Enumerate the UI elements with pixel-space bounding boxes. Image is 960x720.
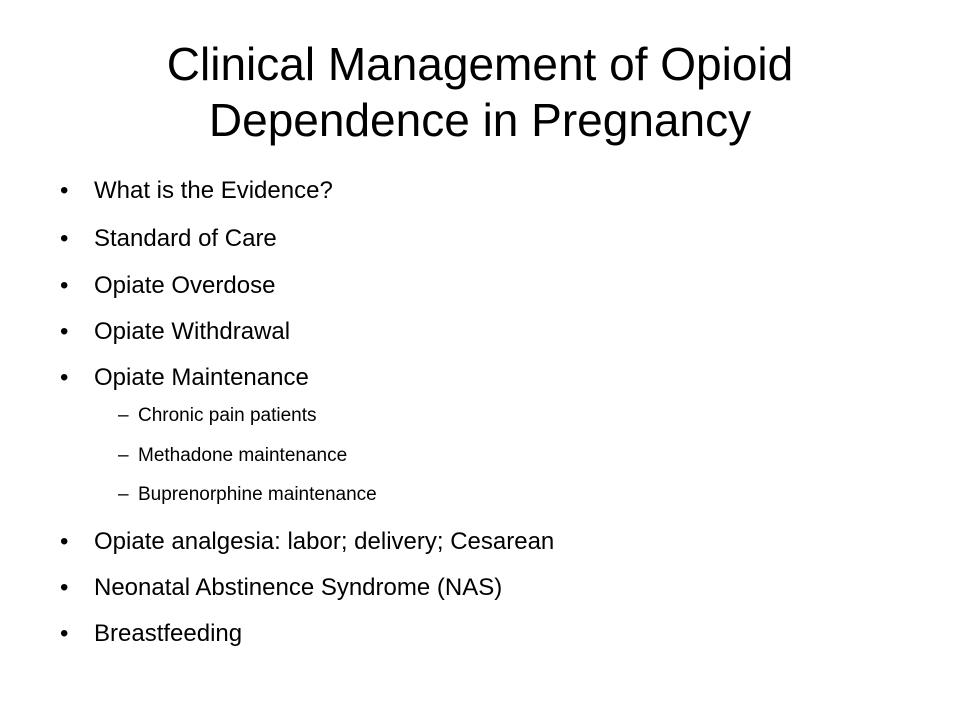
- bullet-text: Neonatal Abstinence Syndrome (NAS): [94, 574, 503, 601]
- bullet-icon: •: [60, 528, 69, 555]
- bullet-text: Opiate Overdose: [94, 272, 276, 299]
- sub-bullet-text: Buprenorphine maintenance: [138, 484, 377, 505]
- bullet-icon: •: [60, 225, 69, 252]
- title-line-2: Dependence in Pregnancy: [208, 94, 752, 146]
- dash-icon: –: [118, 445, 129, 466]
- bullet-text: Breastfeeding: [94, 620, 243, 647]
- bullet-icon: •: [60, 364, 69, 391]
- bullet-icon: •: [60, 620, 69, 647]
- sub-bullet-text: Methadone maintenance: [138, 445, 348, 466]
- dash-icon: –: [118, 405, 129, 426]
- bullet-text: Opiate Withdrawal: [94, 318, 291, 345]
- dash-icon: –: [118, 484, 129, 505]
- bullet-text: Opiate analgesia: labor; delivery; Cesarean: [94, 528, 555, 555]
- bullet-text: Standard of Care: [94, 225, 277, 252]
- bullet-icon: •: [60, 272, 69, 299]
- bullet-text: Opiate Maintenance: [94, 364, 309, 391]
- bullet-text: What is the Evidence?: [94, 177, 333, 204]
- bullet-icon: •: [60, 318, 69, 345]
- title-line-1: Clinical Management of Opioid: [166, 38, 794, 90]
- sub-bullet-text: Chronic pain patients: [138, 405, 317, 426]
- bullet-icon: •: [60, 574, 69, 601]
- bullet-icon: •: [60, 177, 69, 204]
